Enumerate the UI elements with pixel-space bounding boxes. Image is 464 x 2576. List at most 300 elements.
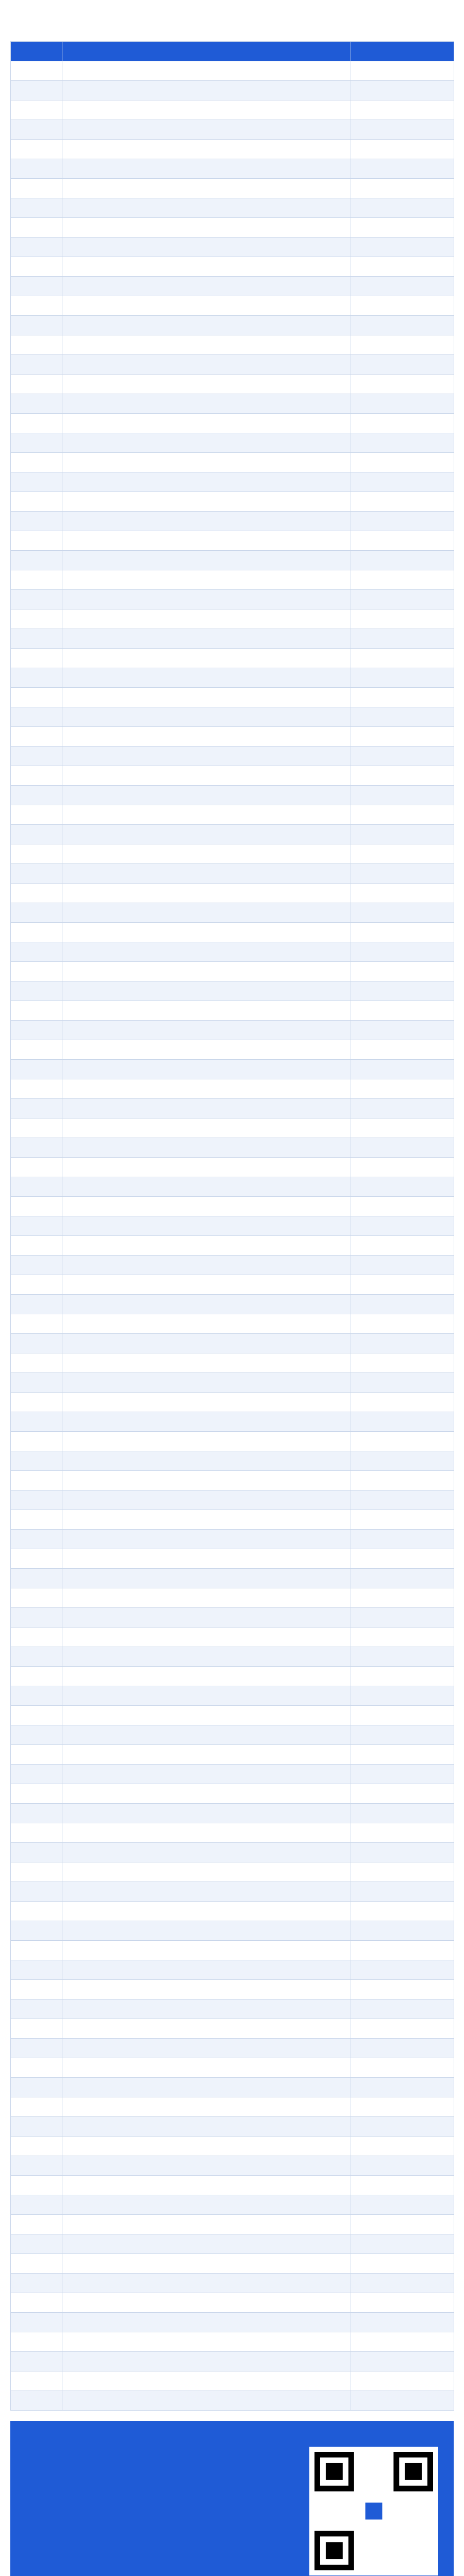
row-school	[62, 2293, 351, 2313]
row-no	[11, 2039, 62, 2058]
row-no	[11, 1608, 62, 1628]
row-school	[62, 570, 351, 590]
table-row	[11, 394, 454, 414]
row-quota	[351, 884, 454, 903]
row-school	[62, 1158, 351, 1177]
row-school	[62, 1118, 351, 1138]
row-school	[62, 1021, 351, 1040]
row-school	[62, 1941, 351, 1960]
row-no	[11, 1902, 62, 1921]
row-school	[62, 2254, 351, 2274]
row-no	[11, 707, 62, 727]
row-no	[11, 2117, 62, 2137]
row-school	[62, 903, 351, 923]
row-no	[11, 629, 62, 649]
row-no	[11, 805, 62, 825]
row-school	[62, 1725, 351, 1745]
row-no	[11, 1040, 62, 1060]
row-no	[11, 335, 62, 355]
row-no	[11, 1882, 62, 1902]
table-row	[11, 884, 454, 903]
table-row	[11, 1158, 454, 1177]
table-row	[11, 864, 454, 884]
footer-panel	[10, 2421, 454, 2576]
row-school	[62, 1040, 351, 1060]
row-quota	[351, 1765, 454, 1784]
row-school	[62, 1843, 351, 1862]
row-school	[62, 923, 351, 942]
row-no	[11, 1471, 62, 1490]
table-row	[11, 1960, 454, 1980]
row-school	[62, 316, 351, 335]
row-no	[11, 962, 62, 981]
row-quota	[351, 1118, 454, 1138]
table-row	[11, 1706, 454, 1725]
row-quota	[351, 2391, 454, 2411]
row-no	[11, 2195, 62, 2215]
row-quota	[351, 1236, 454, 1256]
row-no	[11, 1960, 62, 1980]
row-quota	[351, 1099, 454, 1118]
table-row	[11, 2274, 454, 2293]
row-school	[62, 1608, 351, 1628]
row-school	[62, 1628, 351, 1647]
row-school	[62, 1588, 351, 1608]
row-no	[11, 1706, 62, 1725]
row-no	[11, 1999, 62, 2019]
table-row	[11, 140, 454, 159]
row-quota	[351, 1745, 454, 1765]
table-row	[11, 512, 454, 531]
row-school	[62, 727, 351, 747]
row-no	[11, 159, 62, 179]
row-school	[62, 1471, 351, 1490]
table-row	[11, 590, 454, 609]
table-row	[11, 1510, 454, 1530]
row-no	[11, 2371, 62, 2391]
row-no	[11, 1725, 62, 1745]
row-no	[11, 668, 62, 688]
row-school	[62, 1060, 351, 1079]
row-no	[11, 512, 62, 531]
row-school	[62, 1980, 351, 1999]
table-row	[11, 1393, 454, 1412]
row-school	[62, 766, 351, 786]
row-school	[62, 1393, 351, 1412]
row-quota	[351, 570, 454, 590]
row-quota	[351, 394, 454, 414]
row-quota	[351, 355, 454, 375]
row-school	[62, 335, 351, 355]
row-no	[11, 1490, 62, 1510]
table-row	[11, 1432, 454, 1451]
row-school	[62, 1745, 351, 1765]
table-row	[11, 1295, 454, 1314]
table-row	[11, 707, 454, 727]
row-no	[11, 375, 62, 394]
table-row	[11, 453, 454, 472]
row-no	[11, 1530, 62, 1549]
table-row	[11, 2371, 454, 2391]
row-quota	[351, 649, 454, 668]
table-row	[11, 2391, 454, 2411]
row-no	[11, 2156, 62, 2176]
row-school	[62, 2078, 351, 2097]
row-quota	[351, 1804, 454, 1823]
table-row	[11, 727, 454, 747]
row-no	[11, 140, 62, 159]
row-quota	[351, 923, 454, 942]
table-row	[11, 81, 454, 100]
row-no	[11, 570, 62, 590]
row-school	[62, 1353, 351, 1373]
row-quota	[351, 1158, 454, 1177]
row-quota	[351, 668, 454, 688]
table-row	[11, 1941, 454, 1960]
table-row	[11, 61, 454, 81]
row-quota	[351, 1686, 454, 1706]
row-quota	[351, 1393, 454, 1412]
table-row	[11, 335, 454, 355]
row-school	[62, 2371, 351, 2391]
row-quota	[351, 1510, 454, 1530]
row-quota	[351, 1725, 454, 1745]
row-no	[11, 1236, 62, 1256]
row-quota	[351, 2332, 454, 2352]
row-school	[62, 2313, 351, 2332]
row-quota	[351, 1256, 454, 1275]
row-school	[62, 2215, 351, 2234]
row-quota	[351, 512, 454, 531]
row-quota	[351, 414, 454, 433]
table-row	[11, 1118, 454, 1138]
table-row	[11, 923, 454, 942]
table-row	[11, 1471, 454, 1490]
row-quota	[351, 609, 454, 629]
row-no	[11, 981, 62, 1001]
table-row	[11, 1588, 454, 1608]
table-row	[11, 296, 454, 316]
row-no	[11, 1941, 62, 1960]
row-quota	[351, 805, 454, 825]
row-quota	[351, 1490, 454, 1510]
row-no	[11, 1804, 62, 1823]
row-school	[62, 2234, 351, 2254]
table-row	[11, 766, 454, 786]
row-no	[11, 100, 62, 120]
row-quota	[351, 1275, 454, 1295]
row-school	[62, 2274, 351, 2293]
table-row	[11, 1902, 454, 1921]
table-row	[11, 277, 454, 296]
row-quota	[351, 316, 454, 335]
table-row	[11, 1647, 454, 1667]
row-quota	[351, 375, 454, 394]
row-school	[62, 688, 351, 707]
row-no	[11, 1118, 62, 1138]
row-quota	[351, 159, 454, 179]
table-row	[11, 1334, 454, 1353]
row-no	[11, 1295, 62, 1314]
row-quota	[351, 2195, 454, 2215]
table-row	[11, 1001, 454, 1021]
row-quota	[351, 2117, 454, 2137]
table-row	[11, 942, 454, 962]
row-school	[62, 198, 351, 218]
table-row	[11, 1921, 454, 1941]
row-quota	[351, 2156, 454, 2176]
table-row	[11, 1079, 454, 1099]
row-no	[11, 433, 62, 453]
row-no	[11, 492, 62, 512]
table-row	[11, 551, 454, 570]
row-quota	[351, 2234, 454, 2254]
row-no	[11, 2137, 62, 2156]
table-row	[11, 1843, 454, 1862]
row-school	[62, 1334, 351, 1353]
table-row	[11, 570, 454, 590]
row-no	[11, 218, 62, 238]
row-school	[62, 1921, 351, 1941]
row-no	[11, 1628, 62, 1647]
table-row	[11, 1765, 454, 1784]
table-row	[11, 492, 454, 512]
row-quota	[351, 1960, 454, 1980]
row-quota	[351, 453, 454, 472]
table-row	[11, 472, 454, 492]
row-no	[11, 747, 62, 766]
row-no	[11, 81, 62, 100]
row-quota	[351, 81, 454, 100]
table-row	[11, 1549, 454, 1569]
table-row	[11, 688, 454, 707]
row-quota	[351, 120, 454, 140]
row-no	[11, 198, 62, 218]
table-row	[11, 747, 454, 766]
row-no	[11, 414, 62, 433]
table-row	[11, 375, 454, 394]
row-no	[11, 1256, 62, 1275]
row-no	[11, 1373, 62, 1393]
table-row	[11, 433, 454, 453]
row-school	[62, 590, 351, 609]
row-quota	[351, 942, 454, 962]
row-no	[11, 1275, 62, 1295]
row-school	[62, 238, 351, 257]
row-quota	[351, 1647, 454, 1667]
row-school	[62, 981, 351, 1001]
row-school	[62, 609, 351, 629]
row-no	[11, 1510, 62, 1530]
table-row	[11, 1686, 454, 1706]
row-quota	[351, 2137, 454, 2156]
row-quota	[351, 1197, 454, 1216]
row-no	[11, 551, 62, 570]
table-row	[11, 668, 454, 688]
row-quota	[351, 1471, 454, 1490]
row-no	[11, 1569, 62, 1588]
row-quota	[351, 1021, 454, 1040]
row-quota	[351, 257, 454, 277]
table-row	[11, 2117, 454, 2137]
qr-code	[309, 2447, 438, 2575]
table-row	[11, 2215, 454, 2234]
row-school	[62, 884, 351, 903]
row-no	[11, 2274, 62, 2293]
row-quota	[351, 1588, 454, 1608]
row-quota	[351, 825, 454, 844]
row-school	[62, 1510, 351, 1530]
row-quota	[351, 1295, 454, 1314]
row-quota	[351, 179, 454, 198]
row-school	[62, 1784, 351, 1804]
table-row	[11, 2352, 454, 2371]
row-school	[62, 120, 351, 140]
row-school	[62, 2097, 351, 2117]
table-row	[11, 2313, 454, 2332]
row-no	[11, 1177, 62, 1197]
row-no	[11, 1079, 62, 1099]
row-school	[62, 512, 351, 531]
table-row	[11, 2039, 454, 2058]
row-school	[62, 962, 351, 981]
row-school	[62, 1373, 351, 1393]
table-row	[11, 355, 454, 375]
row-quota	[351, 786, 454, 805]
row-no	[11, 1647, 62, 1667]
row-quota	[351, 688, 454, 707]
table-row	[11, 2058, 454, 2078]
row-school	[62, 2039, 351, 2058]
row-quota	[351, 1373, 454, 1393]
row-no	[11, 1823, 62, 1843]
table-row	[11, 1138, 454, 1158]
row-no	[11, 1021, 62, 1040]
table-row	[11, 1569, 454, 1588]
row-no	[11, 1158, 62, 1177]
table-row	[11, 1040, 454, 1060]
row-no	[11, 1686, 62, 1706]
row-school	[62, 1765, 351, 1784]
row-school	[62, 1079, 351, 1099]
row-no	[11, 1138, 62, 1158]
row-school	[62, 1902, 351, 1921]
table-row	[11, 2137, 454, 2156]
row-school	[62, 1862, 351, 1882]
row-no	[11, 2215, 62, 2234]
row-quota	[351, 1706, 454, 1725]
row-no	[11, 453, 62, 472]
table-row	[11, 120, 454, 140]
row-quota	[351, 1628, 454, 1647]
row-no	[11, 2078, 62, 2097]
table-row	[11, 2332, 454, 2352]
table-row	[11, 1823, 454, 1843]
row-no	[11, 590, 62, 609]
row-quota	[351, 2313, 454, 2332]
row-no	[11, 844, 62, 864]
row-quota	[351, 1451, 454, 1471]
row-school	[62, 707, 351, 727]
row-school	[62, 179, 351, 198]
row-school	[62, 1667, 351, 1686]
row-no	[11, 2058, 62, 2078]
row-quota	[351, 1999, 454, 2019]
header-school	[62, 42, 351, 61]
header-no	[11, 42, 62, 61]
row-quota	[351, 629, 454, 649]
row-school	[62, 1177, 351, 1197]
row-no	[11, 903, 62, 923]
header-quota	[351, 42, 454, 61]
table-row	[11, 2019, 454, 2039]
row-school	[62, 257, 351, 277]
row-no	[11, 1784, 62, 1804]
row-quota	[351, 1001, 454, 1021]
row-school	[62, 453, 351, 472]
row-quota	[351, 1862, 454, 1882]
quota-table	[10, 41, 454, 2411]
row-school	[62, 1999, 351, 2019]
row-no	[11, 825, 62, 844]
row-school	[62, 81, 351, 100]
row-school	[62, 2332, 351, 2352]
row-quota	[351, 2078, 454, 2097]
row-school	[62, 2391, 351, 2411]
row-school	[62, 1275, 351, 1295]
row-no	[11, 1001, 62, 1021]
table-row	[11, 1275, 454, 1295]
row-quota	[351, 1138, 454, 1158]
row-school	[62, 1295, 351, 1314]
table-row	[11, 1804, 454, 1823]
row-no	[11, 1588, 62, 1608]
table-row	[11, 1725, 454, 1745]
table-row	[11, 238, 454, 257]
table-row	[11, 179, 454, 198]
table-row	[11, 1608, 454, 1628]
table-row	[11, 2254, 454, 2274]
row-school	[62, 1451, 351, 1471]
row-quota	[351, 590, 454, 609]
row-school	[62, 1647, 351, 1667]
row-quota	[351, 1882, 454, 1902]
row-quota	[351, 1784, 454, 1804]
row-school	[62, 375, 351, 394]
row-no	[11, 531, 62, 551]
row-no	[11, 1862, 62, 1882]
row-school	[62, 2352, 351, 2371]
row-no	[11, 277, 62, 296]
row-quota	[351, 747, 454, 766]
table-row	[11, 1236, 454, 1256]
row-quota	[351, 551, 454, 570]
page-title	[10, 0, 454, 41]
row-no	[11, 2352, 62, 2371]
row-quota	[351, 2215, 454, 2234]
row-no	[11, 1334, 62, 1353]
row-no	[11, 120, 62, 140]
row-no	[11, 61, 62, 81]
row-school	[62, 277, 351, 296]
row-quota	[351, 433, 454, 453]
row-school	[62, 433, 351, 453]
row-quota	[351, 1941, 454, 1960]
table-row	[11, 1784, 454, 1804]
row-no	[11, 1412, 62, 1432]
table-row	[11, 1373, 454, 1393]
row-no	[11, 1549, 62, 1569]
